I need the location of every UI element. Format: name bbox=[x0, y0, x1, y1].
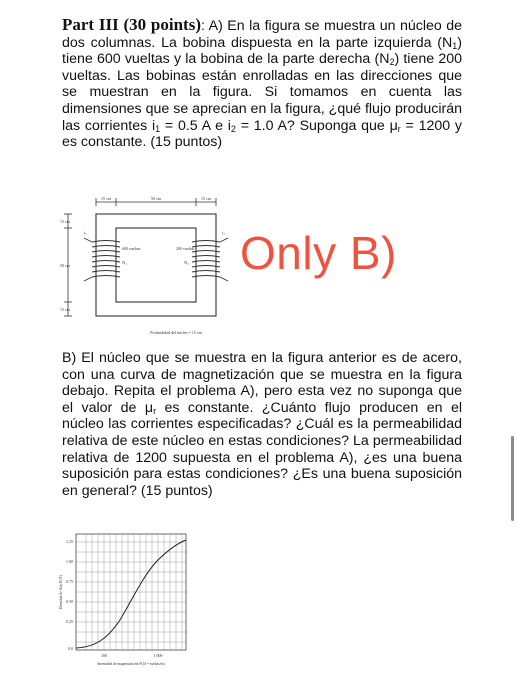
core-outer bbox=[96, 214, 216, 316]
dim-top-right: 15 cm bbox=[201, 196, 211, 201]
right-coil bbox=[192, 238, 228, 281]
y-axis-label: Densidad de flujo B (T) bbox=[59, 574, 63, 610]
left-coil bbox=[84, 238, 120, 281]
y-tick-6: 0.0 bbox=[68, 646, 73, 651]
part-a-text: ) tiene 200 vueltas. Las bobinas están enrolladas en las direcciones que se muestran en la figura. Si tomamos en cuenta las dimensiones que se aprecian en la figura, ¿qué flujo producirán las corrientes i bbox=[62, 51, 462, 134]
bh-curve bbox=[76, 540, 186, 648]
only-b-annotation: Only B) bbox=[240, 227, 397, 279]
part-a-text: : A) En la figura se muestra un núcleo de dos columnas. La bobina dispuesta en la parte izquierda (N bbox=[62, 18, 463, 51]
dim-top-mid: 50 cm bbox=[151, 196, 161, 201]
part-a-text: = 1200 y es constante. (15 puntos) bbox=[62, 117, 463, 151]
magnetization-curve-figure bbox=[56, 528, 196, 670]
y-tick-1: 1.25 bbox=[66, 539, 73, 544]
y-tick-2: 1.00 bbox=[66, 559, 73, 564]
y-tick-5: 0.25 bbox=[66, 619, 73, 624]
x-axis-label: Intensidad de magnetización H (A • vueltas/m) bbox=[97, 662, 165, 666]
scrollbar[interactable] bbox=[511, 436, 514, 521]
curve-grid bbox=[76, 534, 186, 650]
mu-subscript: r bbox=[397, 123, 401, 134]
y-tick-3: 0.75 bbox=[66, 579, 73, 584]
part-a-text: = 0.5 A e i bbox=[160, 117, 231, 134]
i1-label: i₁ bbox=[84, 230, 87, 235]
coil-left-label: 600 vueltas bbox=[122, 246, 141, 251]
n1-subscript: 1 bbox=[452, 40, 458, 51]
i2-label: i₂ bbox=[222, 230, 225, 235]
n1-label: N₁ bbox=[122, 260, 127, 265]
part-b-text: es constante. ¿Cuánto flujo producen en el núcleo las corrientes especificadas? ¿Cuál es la permeabilidad relativa de este núcleo en estas condiciones? La permeabilidad relativa de 1200 supuesta en el problema A), ¿es una buena suposición para estas condiciones? ¿Es una buena suposición en general? (15 puntos) bbox=[62, 399, 462, 499]
i2-subscript: 2 bbox=[230, 123, 236, 134]
dim-left-mid: 50 cm bbox=[60, 263, 70, 268]
dim-left-bottom: 15 cm bbox=[60, 307, 70, 312]
n2-subscript: 2 bbox=[389, 57, 395, 68]
dim-top-left: 15 cm bbox=[101, 196, 111, 201]
i1-subscript: 1 bbox=[155, 123, 161, 134]
part-a-text: = 1.0 A? Suponga que μ bbox=[235, 117, 398, 134]
core-depth-caption: Profundidad del núcleo = 15 cm bbox=[150, 330, 202, 335]
x-tick-1: 100 bbox=[101, 653, 107, 658]
n2-label: N₂ bbox=[184, 260, 189, 265]
y-tick-4: 0.50 bbox=[66, 599, 73, 604]
core-figure bbox=[56, 192, 246, 342]
core-window bbox=[116, 228, 196, 302]
part-b-text: B) El núcleo que se muestra en la figura anterior es de acero, con una curva de magnetización que se muestra en la figura debajo. Repita el problema A), pero esta vez no suponga que el valor de μ bbox=[62, 350, 462, 416]
part-b-paragraph bbox=[62, 350, 462, 499]
dim-left-top: 15 cm bbox=[60, 219, 70, 224]
part-a-text: ) tiene 600 vueltas y la bobina de la parte derecha (N bbox=[62, 34, 462, 68]
x-tick-2: 1 000 bbox=[153, 653, 163, 658]
mu-subscript: r bbox=[153, 405, 157, 416]
part-a-paragraph bbox=[62, 17, 462, 151]
part-a-heading: Part III (30 points) bbox=[62, 15, 201, 34]
coil-right-label: 200 vueltas bbox=[176, 246, 195, 251]
